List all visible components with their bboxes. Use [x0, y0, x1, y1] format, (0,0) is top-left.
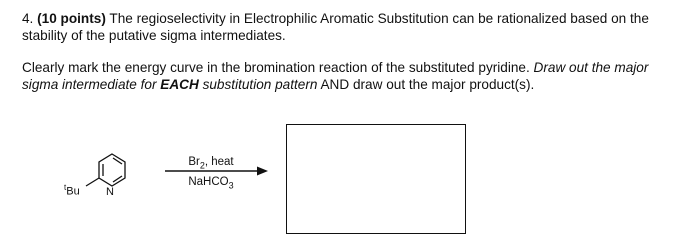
tbu-superscript: t — [64, 183, 67, 192]
tbu-base: Bu — [66, 185, 80, 198]
tert-butyl-label — [64, 183, 80, 198]
instruction-each: EACH — [160, 77, 199, 92]
instruction-plain: Clearly mark the energy curve in the bromination reaction of the substituted pyridine. — [22, 60, 530, 75]
reagent-br-subscript: 2 — [199, 160, 205, 171]
reagent-bromine — [167, 156, 255, 170]
instruction-italic-1: Draw out the major sigma intermediate for — [22, 60, 649, 92]
question-points: (10 points) — [37, 11, 106, 26]
reagent-br: Br — [188, 156, 200, 168]
answer-box[interactable] — [286, 124, 466, 234]
instruction-italic-2: substitution pattern — [202, 77, 318, 92]
question-number: 4. — [22, 11, 34, 26]
reagent-nahco-subscript: 3 — [228, 180, 234, 191]
nitrogen-label: N — [106, 186, 114, 198]
tbu-bond — [86, 178, 99, 186]
reagent-base — [167, 176, 255, 190]
question-intro-text: The regioselectivity in Electrophilic Aromatic Substitution can be rationalized based on the stability of the putative sigma intermediates. — [22, 11, 649, 43]
instruction-tail: AND draw out the major product(s). — [320, 77, 535, 92]
reagent-nahco: NaHCO — [188, 176, 229, 188]
pyridine-ring — [99, 154, 125, 186]
reagent-heat: , heat — [204, 156, 234, 168]
